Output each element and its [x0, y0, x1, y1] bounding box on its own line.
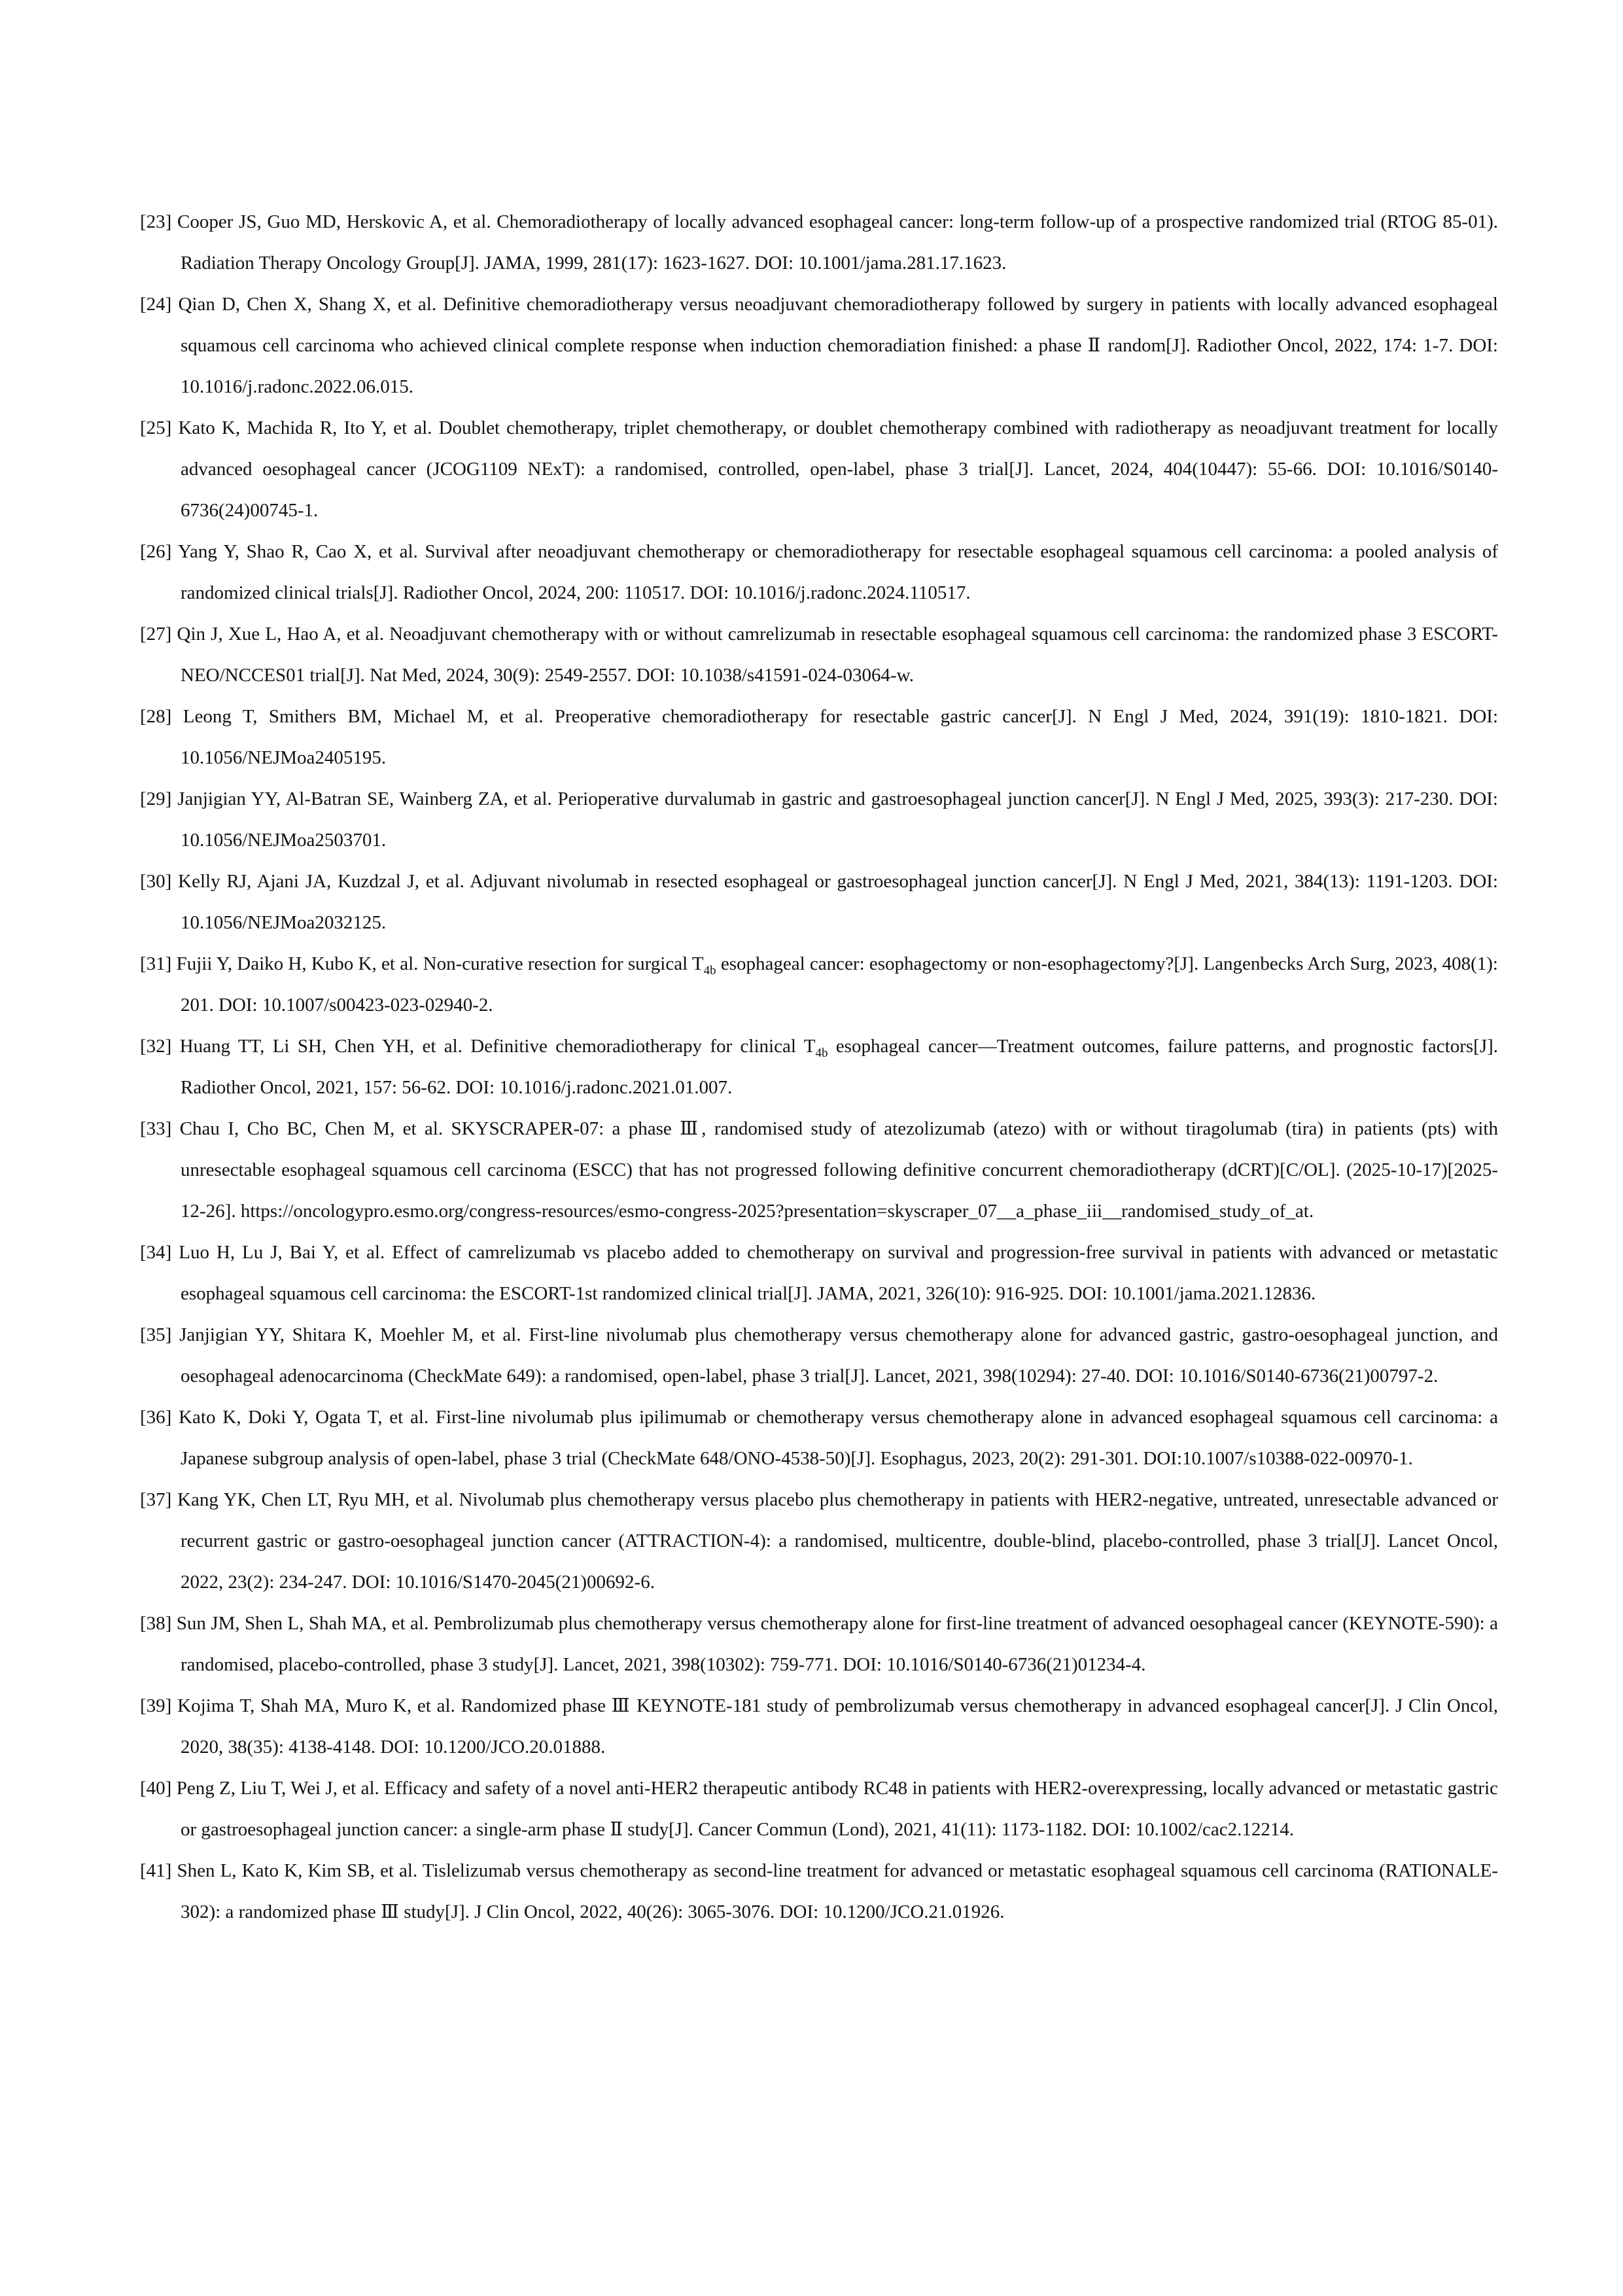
reference-item	[140, 1315, 1498, 1397]
reference-number: [32]	[140, 1036, 172, 1057]
reference-text: Sun JM, Shen L, Shah MA, et al. Pembrolizumab plus chemotherapy versus chemotherapy alone for first-line treatment of advanced oesophageal cancer (KEYNOTE-590): a randomised, placebo-controlled, phase 3 study[J]. Lancet, 2021, 398(10302): 759-771. DOI: 10.1016/S0140-6736(21)01234-4.	[176, 1613, 1498, 1675]
reference-number: [28]	[140, 706, 172, 727]
reference-item	[140, 1397, 1498, 1479]
reference-text: Shen L, Kato K, Kim SB, et al. Tislelizumab versus chemotherapy as second-line treatment for advanced or metastatic esophageal squamous cell carcinoma (RATIONALE-302): a randomized phase Ⅲ study[J]. J Clin Oncol, 2022, 40(26): 3065-3076. DOI: 10.1200/JCO.21.01926.	[177, 1860, 1499, 1922]
reference-number: [30]	[140, 871, 172, 892]
reference-number: [24]	[140, 294, 172, 315]
reference-item	[140, 531, 1498, 614]
reference-text: Yang Y, Shao R, Cao X, et al. Survival after neoadjuvant chemotherapy or chemoradiotherapy for resectable esophageal squamous cell carcinoma: a pooled analysis of randomized clinical trials[J]. Radiother Oncol, 2024, 200: 110517. DOI: 10.1016/j.radonc.2024.110517.	[177, 541, 1498, 603]
reference-text: Fujii Y, Daiko H, Kubo K, et al. Non-curative resection for surgical T	[176, 953, 704, 974]
reference-text: Chau I, Cho BC, Chen M, et al. SKYSCRAPER-07: a phase Ⅲ, randomised study of atezolizumab (atezo) with or without tiragolumab (tira) in patients (pts) with unresectable esophageal squamous cell carcinoma (ESCC) that has not progressed following definitive concurrent chemoradiotherapy (dCRT)[C/OL]. (2025-10-17)[2025-12-26]. https://oncologypro.esmo.org/congress-resources/esmo-congress-2025?presentation=skyscraper_07__a_phase_iii__randomised_study_of_at.	[179, 1118, 1498, 1222]
reference-subscript: 4b	[703, 963, 716, 978]
reference-text: Kato K, Machida R, Ito Y, et al. Doublet chemotherapy, triplet chemotherapy, or doublet chemotherapy combined with radiotherapy as neoadjuvant treatment for locally advanced oesophageal cancer (JCOG1109 NExT): a randomised, controlled, open-label, phase 3 trial[J]. Lancet, 2024, 404(10447): 55-66. DOI: 10.1016/S0140-6736(24)00745-1.	[178, 417, 1498, 521]
reference-item	[140, 614, 1498, 696]
reference-number: [23]	[140, 211, 172, 232]
reference-subscript: 4b	[815, 1046, 828, 1060]
reference-text: esophageal cancer: esophagectomy or non-esophagectomy?[J]. Langenbecks Arch Surg, 2023, 408(1): 201. DOI: 10.1007/s00423-023-02940-2.	[181, 953, 1498, 1016]
reference-item	[140, 944, 1498, 1026]
reference-number: [37]	[140, 1489, 172, 1510]
reference-text: Peng Z, Liu T, Wei J, et al. Efficacy and safety of a novel anti-HER2 therapeutic antibody RC48 in patients with HER2-overexpressing, locally advanced or metastatic gastric or gastroesophageal junction cancer: a single-arm phase Ⅱ study[J]. Cancer Commun (Lond), 2021, 41(11): 1173-1182. DOI: 10.1002/cac2.12214.	[176, 1778, 1499, 1840]
reference-item	[140, 1686, 1498, 1768]
reference-item	[140, 408, 1498, 531]
reference-number: [33]	[140, 1118, 172, 1139]
reference-text: Qian D, Chen X, Shang X, et al. Definitive chemoradiotherapy versus neoadjuvant chemoradiotherapy followed by surgery in patients with locally advanced esophageal squamous cell carcinoma who achieved clinical complete response when induction chemoradiation finished: a phase Ⅱ random[J]. Radiother Oncol, 2022, 174: 1-7. DOI: 10.1016/j.radonc.2022.06.015.	[178, 294, 1498, 397]
reference-number: [41]	[140, 1860, 172, 1881]
reference-number: [29]	[140, 788, 172, 809]
reference-number: [27]	[140, 624, 172, 645]
reference-number: [39]	[140, 1695, 172, 1716]
reference-list	[140, 202, 1498, 1933]
reference-item	[140, 1768, 1498, 1850]
reference-item	[140, 1232, 1498, 1315]
reference-item	[140, 284, 1498, 408]
reference-text: Kato K, Doki Y, Ogata T, et al. First-line nivolumab plus ipilimumab or chemotherapy versus chemotherapy alone in advanced esophageal squamous cell carcinoma: a Japanese subgroup analysis of open-label, phase 3 trial (CheckMate 648/ONO-4538-50)[J]. Esophagus, 2023, 20(2): 291-301. DOI:10.1007/s10388-022-00970-1.	[179, 1407, 1499, 1469]
reference-item	[140, 202, 1498, 284]
reference-item	[140, 1479, 1498, 1603]
reference-text: Qin J, Xue L, Hao A, et al. Neoadjuvant chemotherapy with or without camrelizumab in resectable esophageal squamous cell carcinoma: the randomized phase 3 ESCORT-NEO/NCCES01 trial[J]. Nat Med, 2024, 30(9): 2549-2557. DOI: 10.1038/s41591-024-03064-w.	[177, 624, 1499, 686]
reference-text: Leong T, Smithers BM, Michael M, et al. Preoperative chemoradiotherapy for resectable gastric cancer[J]. N Engl J Med, 2024, 391(19): 1810-1821. DOI: 10.1056/NEJMoa2405195.	[181, 706, 1498, 768]
reference-item	[140, 779, 1498, 861]
reference-number: [25]	[140, 417, 172, 438]
reference-item	[140, 1108, 1498, 1232]
reference-text: Janjigian YY, Al-Batran SE, Wainberg ZA, et al. Perioperative durvalumab in gastric and gastroesophageal junction cancer[J]. N Engl J Med, 2025, 393(3): 217-230. DOI: 10.1056/NEJMoa2503701.	[177, 788, 1498, 851]
reference-text: Luo H, Lu J, Bai Y, et al. Effect of camrelizumab vs placebo added to chemotherapy on survival and progression-free survival in patients with advanced or metastatic esophageal squamous cell carcinoma: the ESCORT-1st randomized clinical trial[J]. JAMA, 2021, 326(10): 916-925. DOI: 10.1001/jama.2021.12836.	[179, 1242, 1498, 1304]
reference-number: [31]	[140, 953, 172, 974]
reference-text: Kelly RJ, Ajani JA, Kuzdzal J, et al. Adjuvant nivolumab in resected esophageal or gastroesophageal junction cancer[J]. N Engl J Med, 2021, 384(13): 1191-1203. DOI: 10.1056/NEJMoa2032125.	[178, 871, 1498, 933]
reference-number: [40]	[140, 1778, 172, 1799]
reference-item	[140, 1850, 1498, 1933]
reference-text: esophageal cancer—Treatment outcomes, failure patterns, and prognostic factors[J]. Radiother Oncol, 2021, 157: 56-62. DOI: 10.1016/j.radonc.2021.01.007.	[181, 1036, 1499, 1098]
reference-text: Huang TT, Li SH, Chen YH, et al. Definitive chemoradiotherapy for clinical T	[179, 1036, 816, 1057]
reference-text: Cooper JS, Guo MD, Herskovic A, et al. Chemoradiotherapy of locally advanced esophageal cancer: long-term follow-up of a prospective randomized trial (RTOG 85-01). Radiation Therapy Oncology Group[J]. JAMA, 1999, 281(17): 1623-1627. DOI: 10.1001/jama.281.17.1623.	[177, 211, 1499, 274]
reference-number: [35]	[140, 1324, 172, 1345]
reference-number: [26]	[140, 541, 172, 562]
reference-number: [34]	[140, 1242, 172, 1263]
reference-number: [36]	[140, 1407, 172, 1428]
reference-item	[140, 861, 1498, 944]
reference-item	[140, 1603, 1498, 1686]
reference-text: Kojima T, Shah MA, Muro K, et al. Randomized phase Ⅲ KEYNOTE-181 study of pembrolizumab versus chemotherapy in advanced esophageal cancer[J]. J Clin Oncol, 2020, 38(35): 4138-4148. DOI: 10.1200/JCO.20.01888.	[177, 1695, 1498, 1757]
reference-text: Janjigian YY, Shitara K, Moehler M, et al. First-line nivolumab plus chemotherapy versus chemotherapy alone for advanced gastric, gastro-oesophageal junction, and oesophageal adenocarcinoma (CheckMate 649): a randomised, open-label, phase 3 trial[J]. Lancet, 2021, 398(10294): 27-40. DOI: 10.1016/S0140-6736(21)00797-2.	[179, 1324, 1499, 1386]
reference-text: Kang YK, Chen LT, Ryu MH, et al. Nivolumab plus chemotherapy versus placebo plus chemotherapy in patients with HER2-negative, untreated, unresectable advanced or recurrent gastric or gastro-oesophageal junction cancer (ATTRACTION-4): a randomised, multicentre, double-blind, placebo-controlled, phase 3 trial[J]. Lancet Oncol, 2022, 23(2): 234-247. DOI: 10.1016/S1470-2045(21)00692-6.	[177, 1489, 1499, 1593]
reference-number: [38]	[140, 1613, 172, 1634]
reference-item	[140, 696, 1498, 779]
reference-item	[140, 1026, 1498, 1108]
